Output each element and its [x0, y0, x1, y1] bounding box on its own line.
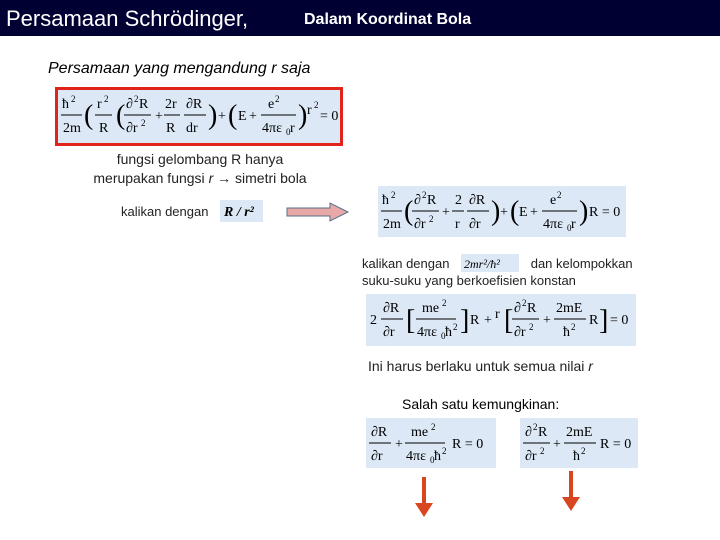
svg-text:+: + — [500, 205, 508, 220]
svg-text:R = 0: R = 0 — [600, 437, 632, 452]
svg-text:): ) — [208, 100, 218, 131]
svg-text:): ) — [579, 196, 589, 227]
svg-text:R: R — [470, 313, 480, 328]
radial-note-text-b: simetri bola — [235, 170, 307, 186]
multiply-label-2-line2: suku-suku yang berkoefisien konstan — [362, 273, 576, 288]
svg-text:+: + — [155, 109, 163, 124]
implies-arrow: → — [217, 170, 232, 186]
multiply-factor-2 — [461, 254, 519, 272]
svg-text:ħ: ħ — [563, 325, 570, 340]
svg-text:2: 2 — [540, 446, 545, 456]
svg-text:e: e — [268, 97, 275, 112]
svg-text:2: 2 — [275, 94, 280, 104]
svg-text:ħ: ħ — [382, 193, 389, 208]
possibility-label: Salah satu kemungkinan: — [402, 396, 560, 412]
multiply-label-2-text-a: kalikan dengan — [362, 256, 450, 271]
svg-text:me: me — [422, 301, 440, 316]
svg-text:]: ] — [460, 305, 470, 336]
svg-text:∂r: ∂r — [414, 217, 426, 232]
svg-text:[: [ — [504, 305, 514, 336]
svg-text:2: 2 — [571, 322, 576, 332]
multiply-label-2-text-b: dan kelompokkan — [530, 256, 633, 271]
svg-text:e: e — [550, 193, 557, 208]
svg-text:0: 0 — [567, 223, 572, 233]
svg-text:(: ( — [404, 196, 414, 227]
multiply-label-2-line1 — [362, 250, 652, 272]
svg-text:R = 0: R = 0 — [589, 205, 621, 220]
svg-text:(: ( — [510, 196, 520, 227]
svg-text:R = 0: R = 0 — [452, 437, 484, 452]
all-r-note-var: r — [588, 358, 593, 374]
svg-text:2: 2 — [314, 100, 319, 110]
svg-text:2: 2 — [522, 298, 527, 308]
slide-subtitle: Dalam Koordinat Bola — [304, 11, 472, 28]
svg-text:∂r: ∂r — [469, 217, 481, 232]
svg-text:+: + — [218, 109, 226, 124]
svg-text:2: 2 — [104, 94, 109, 104]
radial-note-var-r: r — [208, 170, 214, 186]
radial-note-line1: fungsi gelombang R hanya — [116, 151, 284, 167]
svg-text:2m: 2m — [63, 121, 81, 136]
svg-text:2: 2 — [71, 94, 76, 104]
svg-text:+: + — [530, 205, 538, 220]
all-r-note-text: Ini harus berlaku untuk semua nilai — [368, 358, 585, 374]
svg-text:r: r — [455, 217, 460, 232]
svg-text:+: + — [553, 437, 561, 452]
svg-text:(: ( — [228, 100, 238, 131]
svg-text:[: [ — [406, 305, 416, 336]
svg-text:2: 2 — [455, 193, 462, 208]
slide-title: Persamaan Schrödinger, — [6, 6, 249, 31]
svg-text:2: 2 — [431, 422, 436, 432]
multiply-factor-2-text: 2mr²/ħ² — [464, 257, 500, 271]
radial-note-line2 — [70, 169, 330, 188]
svg-text:]: ] — [599, 305, 609, 336]
svg-text:∂: ∂ — [414, 193, 421, 208]
svg-text:2: 2 — [134, 94, 139, 104]
svg-text:2: 2 — [557, 190, 562, 200]
svg-text:ħ: ħ — [573, 449, 580, 464]
svg-text:∂R: ∂R — [186, 97, 203, 112]
svg-text:2: 2 — [422, 190, 427, 200]
svg-text:R: R — [166, 121, 176, 136]
svg-text:2: 2 — [453, 322, 458, 332]
svg-text:E: E — [238, 109, 247, 124]
multiply-label-2 — [362, 250, 652, 289]
svg-text:r: r — [290, 121, 295, 136]
svg-text:(: ( — [116, 100, 126, 131]
svg-text:r: r — [307, 103, 312, 118]
svg-text:2r: 2r — [165, 97, 177, 112]
svg-text:∂R: ∂R — [371, 425, 388, 440]
svg-text:me: me — [411, 425, 429, 440]
svg-text:= 0: = 0 — [610, 313, 629, 328]
svg-text:R: R — [589, 313, 599, 328]
svg-text:∂r: ∂r — [383, 325, 395, 340]
right-arrow-icon — [286, 202, 350, 222]
svg-text:2mE: 2mE — [556, 301, 583, 316]
svg-text:): ) — [491, 196, 501, 227]
svg-text:2: 2 — [529, 322, 534, 332]
svg-text:2: 2 — [429, 214, 434, 224]
radial-function-note — [70, 150, 330, 188]
possibility-equation-1 — [366, 418, 496, 468]
svg-text:4πε: 4πε — [417, 325, 437, 340]
svg-text:R: R — [427, 193, 437, 208]
svg-text:∂r: ∂r — [371, 449, 383, 464]
svg-text:R: R — [538, 425, 548, 440]
section-heading: Persamaan yang mengandung r saja — [48, 60, 311, 77]
radial-equation-multiplied — [378, 186, 626, 237]
svg-text:∂R: ∂R — [383, 301, 400, 316]
svg-text:E: E — [519, 205, 528, 220]
down-arrow-left-icon — [414, 476, 434, 518]
svg-text:+: + — [249, 109, 257, 124]
svg-text:r: r — [495, 307, 500, 322]
radial-equation-highlighted — [55, 87, 343, 146]
svg-text:4πε: 4πε — [543, 217, 563, 232]
svg-text:2: 2 — [533, 422, 538, 432]
svg-text:2: 2 — [442, 298, 447, 308]
svg-text:2: 2 — [581, 446, 586, 456]
svg-text:r: r — [97, 97, 102, 112]
svg-text:): ) — [298, 100, 308, 131]
all-r-note — [368, 358, 593, 374]
svg-text:2mE: 2mE — [566, 425, 593, 440]
svg-text:+: + — [484, 313, 492, 328]
multiply-factor-1 — [220, 200, 263, 222]
svg-text:dr: dr — [186, 121, 198, 136]
radial-equation-grouped — [366, 294, 636, 346]
svg-text:0: 0 — [286, 127, 291, 137]
svg-text:R: R — [99, 121, 109, 136]
radial-note-text-a: merupakan fungsi — [93, 170, 205, 186]
svg-text:2: 2 — [370, 313, 377, 328]
svg-text:r: r — [571, 217, 576, 232]
multiply-label-1: kalikan dengan — [121, 204, 209, 219]
svg-text:2: 2 — [141, 118, 146, 128]
title-bar — [0, 0, 720, 36]
svg-text:= 0: = 0 — [320, 109, 339, 124]
possibility-equation-2 — [520, 418, 638, 468]
svg-text:+: + — [543, 313, 551, 328]
svg-text:R: R — [527, 301, 537, 316]
svg-text:2: 2 — [391, 190, 396, 200]
svg-text:0: 0 — [430, 455, 435, 465]
svg-text:ħ: ħ — [62, 97, 69, 112]
svg-text:∂r: ∂r — [525, 449, 537, 464]
multiply-factor-1-text: R / r² — [224, 205, 254, 220]
svg-text:∂R: ∂R — [469, 193, 486, 208]
svg-text:R: R — [139, 97, 149, 112]
svg-text:0: 0 — [441, 331, 446, 341]
svg-text:∂: ∂ — [514, 301, 521, 316]
svg-text:ħ: ħ — [445, 325, 452, 340]
svg-text:∂r: ∂r — [126, 121, 138, 136]
svg-text:∂: ∂ — [126, 97, 133, 112]
svg-text:(: ( — [84, 100, 94, 131]
svg-text:ħ: ħ — [434, 449, 441, 464]
svg-text:+: + — [442, 205, 450, 220]
down-arrow-right-icon — [561, 470, 581, 512]
svg-text:4πε: 4πε — [406, 449, 426, 464]
svg-text:4πε: 4πε — [262, 121, 282, 136]
svg-text:+: + — [395, 437, 403, 452]
svg-text:2m: 2m — [383, 217, 401, 232]
svg-text:∂: ∂ — [525, 425, 532, 440]
svg-text:2: 2 — [442, 446, 447, 456]
svg-text:∂r: ∂r — [514, 325, 526, 340]
